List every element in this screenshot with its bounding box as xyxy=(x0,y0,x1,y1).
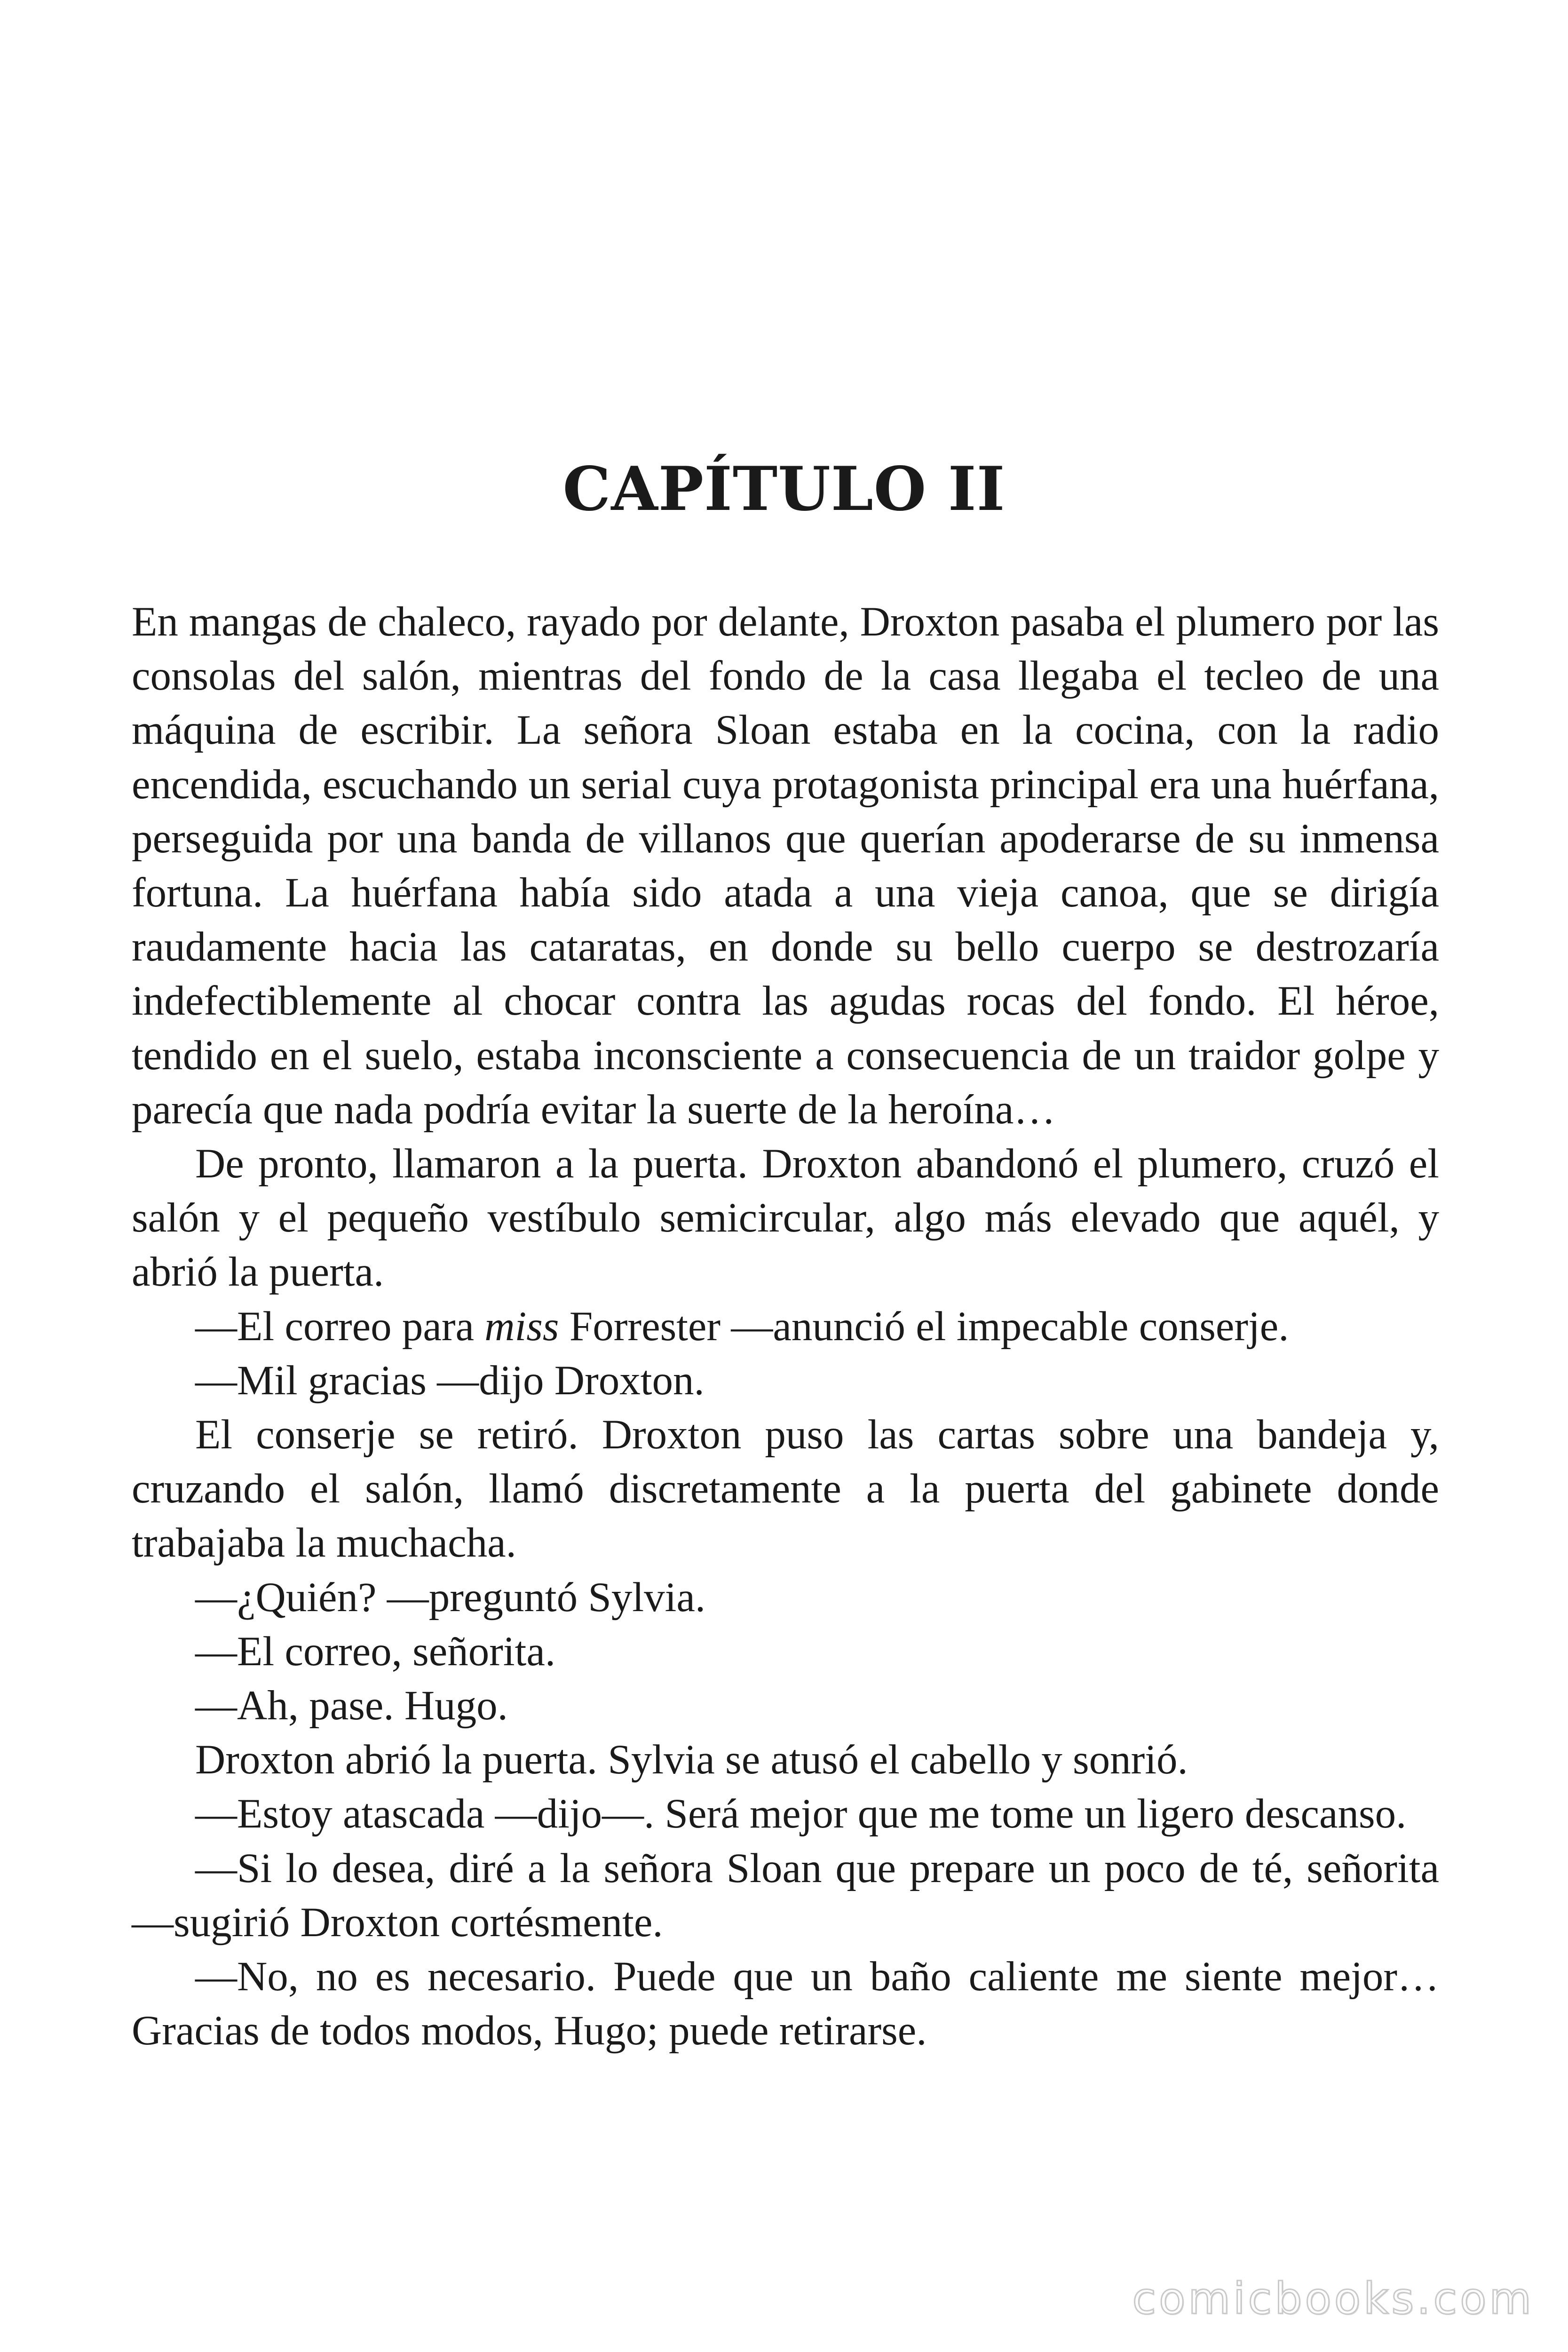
paragraph-6: —¿Quién? —preguntó Sylvia. xyxy=(195,1574,706,1621)
paragraph-8: —Ah, pase. Hugo. xyxy=(195,1683,508,1729)
italic-word-miss: miss xyxy=(484,1303,559,1350)
paragraph-10: —Estoy atascada —dijo—. Será mejor que me tome un ligero descanso. xyxy=(195,1791,1407,1837)
paragraph-4: —Mil gracias —dijo Droxton. xyxy=(195,1357,705,1404)
paragraph-7: —El correo, señorita. xyxy=(195,1628,556,1675)
paragraph-3 xyxy=(132,1300,1439,1354)
chapter-title: CAPÍTULO II xyxy=(562,454,1006,524)
paragraph-9: Droxton abrió la puerta. Sylvia se atusó el cabello y sonrió. xyxy=(195,1737,1188,1783)
watermark: comicbooks.com xyxy=(1132,2273,1534,2324)
paragraph-12: —No, no es necesario. Puede que un baño caliente me siente mejor… Gracias de todos modos, Hugo; puede retirarse. xyxy=(132,1954,1439,2054)
paragraph-5: El conserje se retiró. Droxton puso las cartas sobre una bandeja y, cruzando el salón, llamó discretamente a la puerta del gabinete donde trabajaba la muchacha. xyxy=(132,1412,1439,1566)
paragraph-2: De pronto, llamaron a la puerta. Droxton abandonó el plumero, cruzó el salón y el pequeño vestíbulo semicircular, algo más elevado que aquél, y abrió la puerta. xyxy=(132,1141,1439,1295)
paragraph-3-after: Forrester —anunció el impecable conserje. xyxy=(559,1303,1289,1350)
paragraph-1: En mangas de chaleco, rayado por delante, Droxton pasaba el plumero por las consolas del salón, mientras del fondo de la casa llegaba el tecleo de una máquina de escribir. La señora Sloan estaba en la cocina, con la radio encendida, escuchando un serial cuya protagonista principal era una huérfana, perseguida por una banda de villanos que querían apoderarse de su inmensa fortuna. La huérfana había sido atada a una vieja canoa, que se dirigía raudamente hacia las cataratas, en donde su bello cuerpo se destrozaría indefectiblemente al chocar contra las agudas rocas del fondo. El héroe, tendido en el suelo, estaba inconsciente a consecuencia de un traidor golpe y parecía que nada podría evitar la suerte de la heroína… xyxy=(132,599,1439,1133)
paragraph-11: —Si lo desea, diré a la señora Sloan que prepare un poco de té, señorita —sugirió Droxton cortésmente. xyxy=(132,1845,1439,1946)
paragraph-3-before: —El correo para xyxy=(195,1303,485,1350)
chapter-body xyxy=(132,595,1439,2058)
